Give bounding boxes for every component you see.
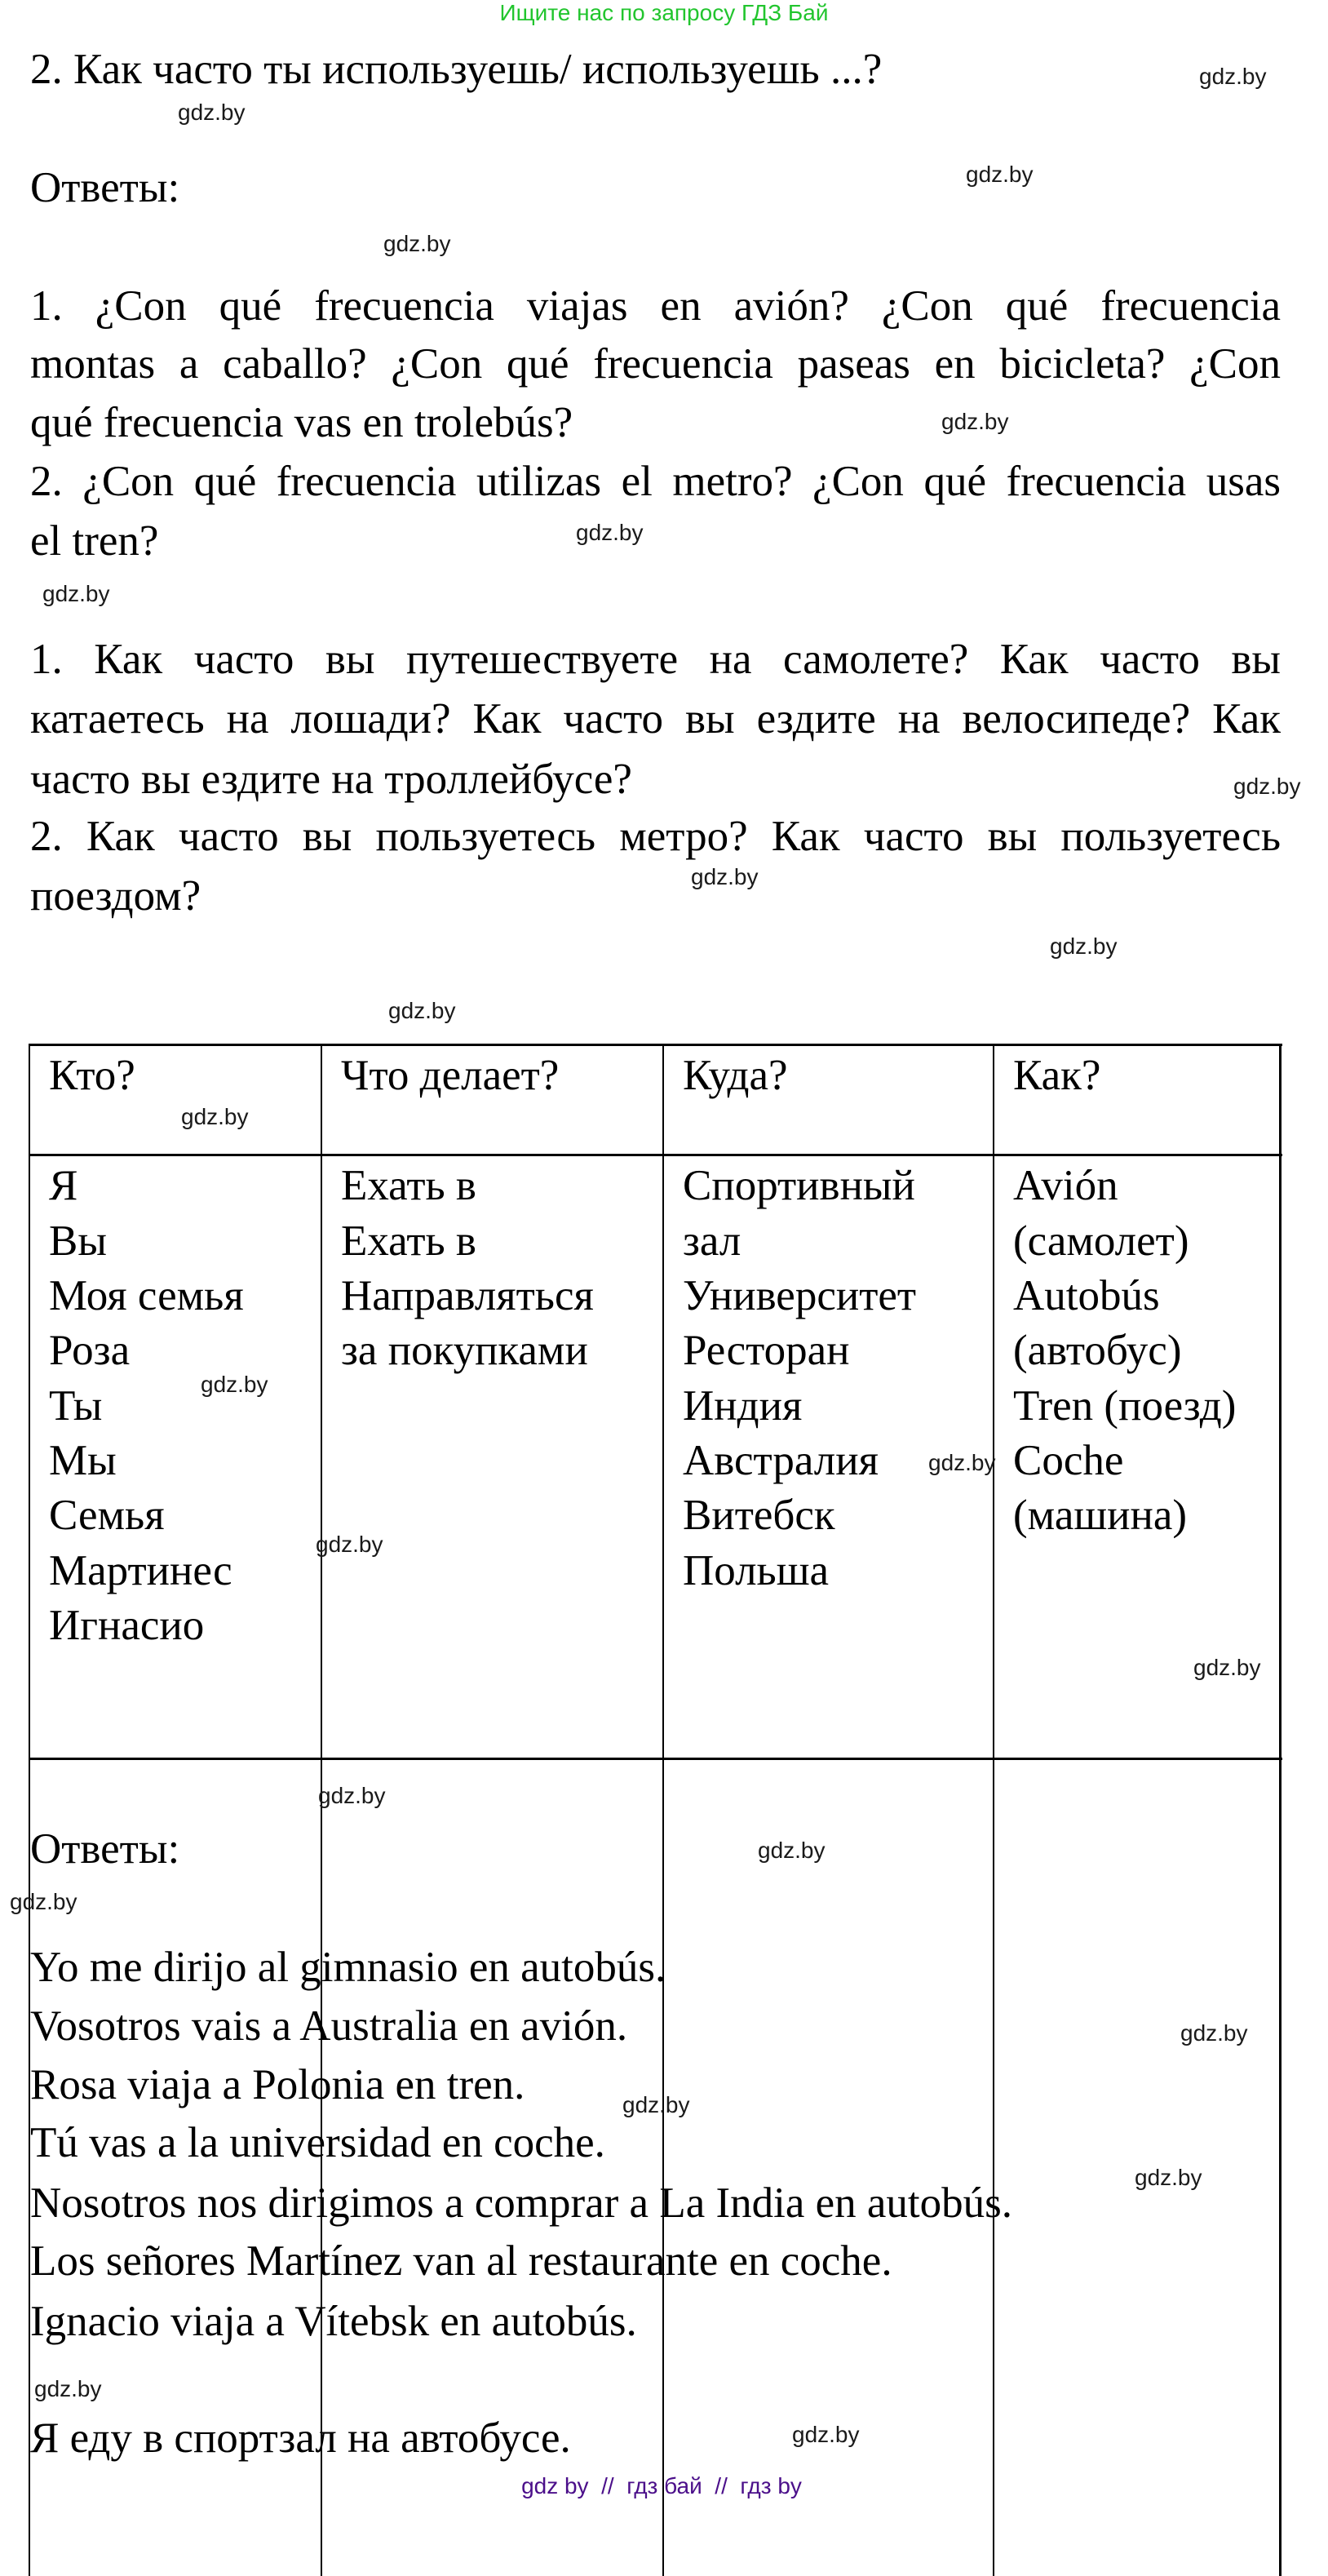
table-column-divider xyxy=(321,1044,322,2576)
table-cell: Спортивный xyxy=(683,1162,915,1209)
text-line: поездом? xyxy=(30,872,201,920)
table-cell: Coche xyxy=(1013,1437,1124,1484)
watermark: gdz.by xyxy=(758,1838,826,1863)
sentence: Yo me dirijo al gimnasio en autobús. xyxy=(30,1944,666,1991)
table-cell: Университет xyxy=(683,1272,917,1319)
watermark: gdz.by xyxy=(1193,1655,1261,1680)
table-cell: зал xyxy=(683,1217,741,1265)
task-title: 2. Как часто ты используешь/ используешь ...? xyxy=(30,46,883,93)
watermark: gdz.by xyxy=(1180,2020,1248,2046)
table-cell: Роза xyxy=(49,1327,131,1374)
table-cell: Мы xyxy=(49,1437,117,1484)
table-cell: Ехать в xyxy=(341,1162,476,1209)
watermark: gdz.by xyxy=(178,100,246,125)
watermark: gdz.by xyxy=(1199,64,1267,89)
text-line: катаетесь на лошади? Как часто вы ездите на велосипеде? Как xyxy=(30,695,1281,743)
table-cell: Семья xyxy=(49,1492,165,1539)
table-border-top xyxy=(29,1044,1282,1046)
footer-banner: gdz by // гдз бай // гдз by xyxy=(521,2473,802,2498)
text-line: qué frecuencia vas en trolebús? xyxy=(30,399,573,446)
text-line: часто вы ездите на троллейбусе? xyxy=(30,756,632,803)
table-cell: Австралия xyxy=(683,1437,879,1484)
table-column-divider xyxy=(993,1044,994,2576)
text-line: el tren? xyxy=(30,517,159,565)
table-cell: за покупками xyxy=(341,1327,588,1374)
answers-label: Ответы: xyxy=(30,1825,180,1873)
header-banner: Ищите нас по запросу ГДЗ Бай xyxy=(499,0,829,25)
table-header-how: Как? xyxy=(1013,1052,1101,1099)
table-cell: Мартинес xyxy=(49,1547,232,1594)
table-cell: Вы xyxy=(49,1217,107,1265)
table-header-where: Куда? xyxy=(683,1052,788,1099)
watermark: gdz.by xyxy=(622,2092,690,2117)
watermark: gdz.by xyxy=(576,520,644,545)
watermark: gdz.by xyxy=(1050,933,1118,959)
answers-label: Ответы: xyxy=(30,164,180,211)
table-cell: Ты xyxy=(49,1382,103,1430)
watermark: gdz.by xyxy=(928,1450,996,1475)
table-header-who: Кто? xyxy=(49,1052,135,1099)
watermark: gdz.by xyxy=(383,231,451,256)
watermark: gdz.by xyxy=(966,162,1034,187)
watermark: gdz.by xyxy=(941,409,1009,434)
watermark: gdz.by xyxy=(316,1532,383,1557)
table-cell: Tren (поезд) xyxy=(1013,1382,1237,1430)
text-line: 2. ¿Con qué frecuencia utilizas el metro? ¿Con qué frecuencia usas xyxy=(30,458,1281,505)
sentence: Tú vas a la universidad en coche. xyxy=(30,2119,605,2166)
watermark: gdz.by xyxy=(181,1104,249,1129)
sentence-translation: Я еду в спортзал на автобусе. xyxy=(30,2414,571,2462)
table-cell: Autobús xyxy=(1013,1272,1160,1319)
watermark: gdz.by xyxy=(388,998,456,1023)
table-cell: Направляться xyxy=(341,1272,594,1319)
table-cell: Я xyxy=(49,1162,78,1209)
sentence: Rosa viaja a Polonia en tren. xyxy=(30,2061,525,2108)
watermark: gdz.by xyxy=(10,1889,77,1914)
table-header-what: Что делает? xyxy=(341,1052,560,1099)
sentence: Los señores Martínez van al restaurante en coche. xyxy=(30,2237,892,2285)
watermark: gdz.by xyxy=(34,2376,102,2401)
sentence: Nosotros nos dirigimos a comprar a La India en autobús. xyxy=(30,2179,1013,2227)
sentence: Vosotros vais a Australia en avión. xyxy=(30,2002,628,2050)
watermark: gdz.by xyxy=(1233,774,1301,799)
text-line: montas a caballo? ¿Con qué frecuencia paseas en bicicleta? ¿Con xyxy=(30,340,1281,388)
watermark: gdz.by xyxy=(42,581,110,606)
table-cell: Польша xyxy=(683,1547,830,1594)
table-cell: (автобус) xyxy=(1013,1327,1182,1374)
table-cell: Игнасио xyxy=(49,1602,205,1649)
table-cell: Ехать в xyxy=(341,1217,476,1265)
watermark: gdz.by xyxy=(1135,2165,1202,2190)
table-cell: Ресторан xyxy=(683,1327,850,1374)
table-cell: (самолет) xyxy=(1013,1217,1189,1265)
text-line: 1. ¿Con qué frecuencia viajas en avión? ¿Con qué frecuencia xyxy=(30,282,1281,330)
watermark: gdz.by xyxy=(792,2422,860,2447)
table-border-bottom xyxy=(29,1758,1282,1760)
table-cell: Avión xyxy=(1013,1162,1118,1209)
table-cell: Моя семья xyxy=(49,1272,244,1319)
watermark: gdz.by xyxy=(318,1783,386,1808)
table-cell: Витебск xyxy=(683,1492,835,1539)
text-line: 2. Как часто вы пользуетесь метро? Как часто вы пользуетесь xyxy=(30,813,1281,860)
table-border-right xyxy=(1279,1044,1282,2576)
table-cell: (машина) xyxy=(1013,1492,1188,1539)
table-cell: Индия xyxy=(683,1382,803,1430)
sentence: Ignacio viaja a Vítebsk en autobús. xyxy=(30,2298,637,2345)
table-border-left xyxy=(29,1044,30,2576)
table-header-separator xyxy=(29,1154,1282,1156)
watermark: gdz.by xyxy=(201,1372,268,1397)
table-column-divider xyxy=(662,1044,664,2576)
watermark: gdz.by xyxy=(691,864,759,889)
text-line: 1. Как часто вы путешествуете на самолете? Как часто вы xyxy=(30,636,1281,683)
